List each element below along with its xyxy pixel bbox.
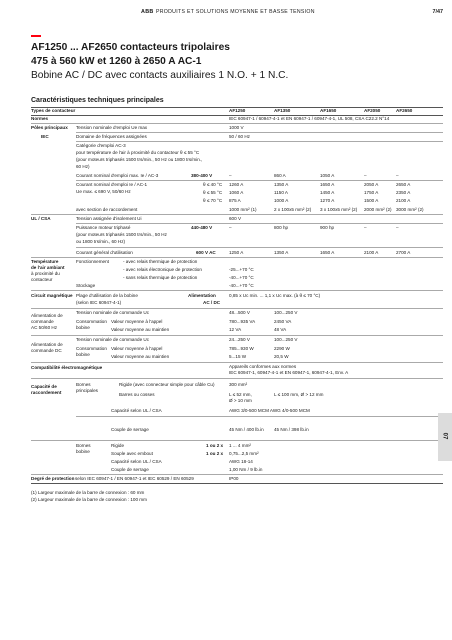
cell: 2 x 100x5 mm² (2) <box>274 207 312 212</box>
cell: 2450 VA <box>274 319 292 324</box>
specs-table <box>31 107 443 577</box>
row-label: Capacité selon UL / CSA <box>111 459 162 464</box>
cell: 900 hp <box>320 225 335 230</box>
temp-label: θ ≤ 70 °C <box>203 198 223 203</box>
brand-logo: ABB <box>141 9 154 15</box>
row-note: Valeur moyenne à l'appel <box>111 319 163 324</box>
row-note: Souple avec embout <box>111 451 153 456</box>
cell: – <box>229 173 232 178</box>
row-label: Fonctionnement <box>76 259 109 264</box>
row-label: Catégorie d'emploi AC-3 <box>76 143 126 148</box>
header-label: Types de contacteur <box>31 108 76 113</box>
cell: -40...+70 °C <box>229 283 254 288</box>
group-label: Température <box>31 259 59 264</box>
row-note: Valeur moyenne au maintien <box>111 327 170 332</box>
cell: 5...15 W <box>229 354 247 359</box>
group-label: Circuit magnétique <box>31 293 73 298</box>
row-label: Couple de serrage <box>111 427 149 432</box>
voltage-label: 380-400 V <box>191 173 213 178</box>
cell: 1150 A <box>274 190 288 195</box>
footnote: (2) Largeur maximale de la barre de connexion : 100 mm <box>31 497 147 502</box>
count-label: 1 ou 2 x <box>206 451 224 456</box>
group-label: Alimentation de <box>31 342 63 347</box>
group-label: commande <box>31 319 54 324</box>
cell: 1270 A <box>320 198 335 203</box>
cell: 1 ... 4 mm² <box>229 443 251 448</box>
cell: 300 mm² <box>229 382 248 387</box>
row-note: Rigide (avec connecteur simple pour câble Cu) <box>119 382 215 387</box>
group-label: commande DC <box>31 348 62 353</box>
row-note: - avec relais électronique de protection <box>123 267 202 272</box>
cell: 1000 mm² (1) <box>229 207 257 212</box>
cell: 20,5 W <box>274 354 289 359</box>
cell: 0,75...2,5 mm² <box>229 451 259 456</box>
cell: -40...+70 °C <box>229 275 254 280</box>
cell: 1500 A <box>364 198 379 203</box>
row-label: Capacité selon UL / CSA <box>111 408 162 413</box>
row-note: 60 Hz) <box>76 164 90 169</box>
cell: 600 V <box>229 216 242 221</box>
row-label: principales <box>76 388 98 393</box>
row-note: Rigide <box>111 443 125 448</box>
row-note: Ue max. ≤ 690 V, 50/60 Hz <box>76 189 131 194</box>
group-label: IEC <box>41 134 49 139</box>
footnote: (1) Largeur maximale de la barre de connexion : 60 mm <box>31 490 145 495</box>
cell: 24...250 V <box>229 337 250 342</box>
cell: 45 Nm / 400 lb.in <box>229 427 264 432</box>
temp-label: θ ≤ 55 °C <box>203 190 223 195</box>
cell: 875 A <box>229 198 241 203</box>
row-label: bobine <box>76 352 90 357</box>
row-label: Courant nominal d'emploi max. Ie / AC-3 <box>76 173 159 178</box>
row-label: Plage d'utilisation de la bobine <box>76 293 138 298</box>
row-label: Consommation <box>76 319 107 324</box>
group-label: Alimentation de <box>31 313 63 318</box>
chapter-tab-label: 07 <box>441 432 448 440</box>
cell: – <box>396 225 399 230</box>
row-note: pour température de l'air à proximité du contacteur θ ≤ 55 °C <box>76 150 200 155</box>
col-header: AF1650 <box>320 108 337 113</box>
row-label: Normes <box>31 116 49 121</box>
cell: 12 VA <box>229 327 242 332</box>
cell: – <box>229 225 232 230</box>
row-label: Consommation <box>76 346 107 351</box>
row-note: selon IEC 60947-1 / EN 60947-1 et IEC 60529 / EN 60529 <box>75 476 194 481</box>
cell: 45 Nm / 398 lb.in <box>274 427 309 432</box>
row-label: Stockage <box>76 283 96 288</box>
row-label: bobine <box>76 325 90 330</box>
group-label: à proximité du <box>31 271 60 276</box>
cell: 1060 A <box>229 190 244 195</box>
row-label: Bornes <box>76 382 91 387</box>
temp-label: θ ≤ 40 °C <box>203 182 223 187</box>
cell: -25...+70 °C <box>229 267 254 272</box>
row-note: (pour moteurs triphasés 1500 trs/min., 50 Hz ou 1800 trs/min., <box>76 157 203 162</box>
col-header: AF2650 <box>396 108 413 113</box>
cell: 100...250 V <box>274 337 298 342</box>
cell: 2100 A <box>396 198 411 203</box>
cell: 1350 A <box>274 250 289 255</box>
count-label: 1 ou 2 x <box>206 443 224 448</box>
accent-bar <box>31 35 41 37</box>
cell: 48...500 V <box>229 310 250 315</box>
cell: 2650 A <box>396 182 411 187</box>
cell: 1260 A <box>229 182 244 187</box>
col-header: AF1250 <box>229 108 246 113</box>
cell: 2100 A <box>364 250 379 255</box>
cell: 785...930 W <box>229 346 254 351</box>
cell: 2050 A <box>364 182 379 187</box>
voltage-label: 440-480 V <box>191 225 213 230</box>
supply-label: AC / DC <box>203 300 221 305</box>
section-name: PRODUITS ET SOLUTIONS MOYENNE ET BASSE TENSION <box>156 9 315 15</box>
cell: IEC 60947-1, 60947-4-1 et EN 60947-1, 60947-4-1, Env. A <box>229 370 349 375</box>
cell: IEC 60947-1 / 60947-4-1 et EN 60947-1 / 60947-4-1, UL 508, CSA C22.2 N°14 <box>229 116 390 121</box>
chapter-tab <box>438 413 452 461</box>
cell: 2700 A <box>396 250 411 255</box>
cell: IP00 <box>229 476 239 481</box>
group-label: UL / CSA <box>31 216 51 221</box>
page-subtitle-2: Bobine AC / DC avec contacts auxiliaires 1 N.O. + 1 N.C. <box>31 70 289 81</box>
cell: 800 hp <box>274 225 289 230</box>
row-label: Couple de serrage <box>111 467 149 472</box>
col-header: AF1350 <box>274 108 291 113</box>
voltage-label: 600 V AC <box>196 250 216 255</box>
page-number: 7/47 <box>432 9 443 15</box>
cell: 1000 V <box>229 125 244 130</box>
group-label: AC 50/60 Hz <box>31 325 58 330</box>
page-header <box>0 9 452 19</box>
row-label: Courant nominal d'emploi Ie / AC-1 <box>76 182 148 187</box>
section-title: Caractéristiques techniques principales <box>31 97 164 104</box>
row-label: Puissance moteur triphasé <box>76 225 131 230</box>
row-note: ou 1800 trs/min., 60 Hz) <box>76 239 126 244</box>
cell: AWG 18-14 <box>229 459 253 464</box>
group-label: contacteur <box>31 277 53 282</box>
cell: – <box>364 173 367 178</box>
cell: 1650 A <box>320 250 335 255</box>
row-label: Tension nominale de commande Uc <box>76 310 150 315</box>
group-label: Capacité de <box>31 384 57 389</box>
group-label: raccordement <box>31 390 62 395</box>
row-note: Barres ou cosses <box>119 392 155 397</box>
cell: 2290 W <box>274 346 290 351</box>
cell: Ø > 10 mm <box>229 398 252 403</box>
page-subtitle: 475 à 560 kW et 1260 à 2650 A AC-1 <box>31 56 202 67</box>
row-note: - avec relais thermique de protection <box>123 259 198 264</box>
cell: 1250 A <box>229 250 244 255</box>
page-title: AF1250 ... AF2650 contacteurs tripolaires <box>31 42 230 53</box>
cell: 1050 A <box>320 173 335 178</box>
cell: 0,85 x Uc min. ... 1,1 x Uc max. (à θ ≤ 70 °C) <box>229 293 321 298</box>
cell: L ≤ 100 mm, Ø > 12 mm <box>274 392 324 397</box>
col-header: AF2050 <box>364 108 381 113</box>
row-label: Domaine de fréquences assignées <box>76 134 147 139</box>
cell: AWG 3/0-500 MCM AWG 4/0-500 MCM <box>229 408 310 413</box>
row-label: Courant général d'utilisation <box>76 250 133 255</box>
row-label: Degré de protection <box>31 476 75 481</box>
row-label: Tension nominale de commande Uc <box>76 337 150 342</box>
cell: 3000 mm² (2) <box>396 207 424 212</box>
row-label: avec section de raccordement <box>76 207 138 212</box>
row-note: (pour moteurs triphasés 1500 trs/min., 50 Hz <box>76 232 167 237</box>
cell: – <box>396 173 399 178</box>
cell: 3 x 100x5 mm² (2) <box>320 207 358 212</box>
cell: 860 A <box>274 173 286 178</box>
row-note: (selon IEC 60947-4-1) <box>76 300 122 305</box>
cell: 100...250 V <box>274 310 298 315</box>
cell: 2350 A <box>396 190 411 195</box>
cell: 1650 A <box>320 182 335 187</box>
supply-label: Alimentation <box>188 293 216 298</box>
group-label: Pôles principaux <box>31 125 68 130</box>
row-note: Valeur moyenne à l'appel <box>111 346 163 351</box>
cell: L ≤ 52 mm, <box>229 392 252 397</box>
cell: 1750 A <box>364 190 379 195</box>
cell: 2000 mm² (2) <box>364 207 392 212</box>
row-label: Compatibilité électromagnétique <box>31 365 103 370</box>
cell: 50 / 60 Hz <box>229 134 250 139</box>
row-label: Bornes <box>76 443 91 448</box>
cell: Appareils conformes aux normes <box>229 364 297 369</box>
row-label: Tension nominale d'emploi Ue max <box>76 125 148 130</box>
cell: 48 VA <box>274 327 287 332</box>
cell: 1350 A <box>274 182 289 187</box>
cell: – <box>364 225 367 230</box>
row-note: Valeur moyenne au maintien <box>111 354 170 359</box>
row-label: Tension assignée d'isolement Ui <box>76 216 142 221</box>
cell: 1000 A <box>274 198 289 203</box>
cell: 1,00 Nm / 9 lb.in <box>229 467 263 472</box>
cell: 1450 A <box>320 190 335 195</box>
row-note: - sans relais thermique de protection <box>123 275 198 280</box>
row-label: bobine <box>76 449 90 454</box>
cell: 780...935 VA <box>229 319 256 324</box>
group-label: de l'air ambiant <box>31 265 65 270</box>
